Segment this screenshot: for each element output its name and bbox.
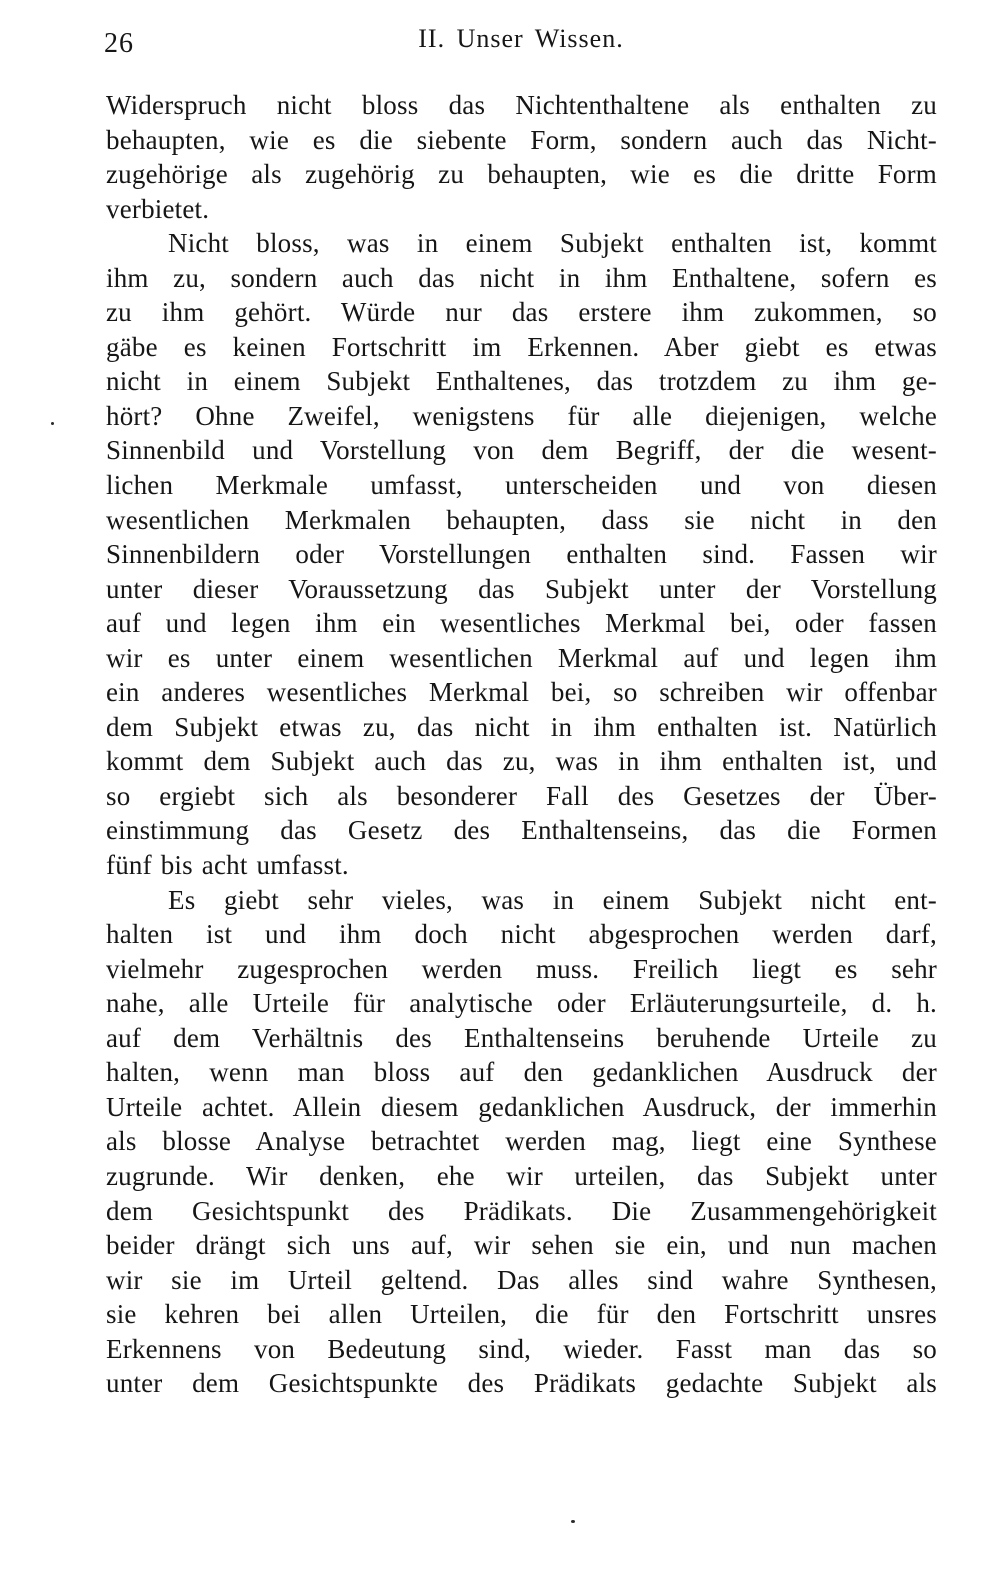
text-line: gäbe es keinen Fortschritt im Erkennen. Aber giebt es etwas — [106, 331, 937, 362]
text-line: Nicht bloss, was in einem Subjekt enthalten ist, kommt — [168, 228, 937, 259]
text-line: Widerspruch nicht bloss das Nichtenthaltene als enthalten zu — [106, 90, 937, 120]
text-line: verbietet. — [106, 193, 210, 224]
text-line: sie kehren bei allen Urteilen, die für den Fortschritt unsres — [106, 1299, 937, 1330]
text-line: hört? Ohne Zweifel, wenigstens für alle diejenigen, welche — [106, 400, 937, 431]
text-line: nahe, alle Urteile für analytische oder Erläuterungsurteile, d. h. — [106, 988, 937, 1019]
paragraph — [106, 226, 937, 882]
text-line: behaupten, wie es die siebente Form, sondern auch das Nicht- — [106, 124, 937, 155]
text-line: Urteile achtet. Allein diesem gedanklichen Ausdruck, der immerhin — [106, 1091, 937, 1122]
text-line: beider drängt sich uns auf, wir sehen sie ein, und nun machen — [106, 1230, 937, 1261]
text-line: kommt dem Subjekt auch das zu, was in ihm enthalten ist, und — [106, 746, 937, 777]
paragraph — [106, 883, 937, 1401]
scan-speck — [51, 422, 54, 425]
text-line: unter dieser Voraussetzung das Subjekt unter der Vorstellung — [106, 573, 937, 604]
text-line: unter dem Gesichtspunkte des Prädikats gedachte Subjekt als — [106, 1368, 937, 1399]
text-line: einstimmung das Gesetz des Enthaltenseins, das die Formen — [106, 815, 937, 846]
text-line: auf dem Verhältnis des Enthaltenseins beruhende Urteile zu — [106, 1022, 937, 1053]
text-line: dem Gesichtspunkt des Prädikats. Die Zusammengehörigkeit — [106, 1195, 937, 1226]
text-line: dem Subjekt etwas zu, das nicht in ihm enthalten ist. Natürlich — [106, 711, 937, 742]
text-line: wir sie im Urteil geltend. Das alles sind wahre Synthesen, — [106, 1264, 937, 1295]
text-line: Sinnenbild und Vorstellung von dem Begriff, der die wesent- — [106, 435, 937, 466]
text-line: lichen Merkmale umfasst, unterscheiden und von diesen — [106, 470, 937, 501]
text-line: nicht in einem Subjekt Enthaltenes, das trotzdem zu ihm ge- — [106, 366, 937, 397]
text-line: Es giebt sehr vieles, was in einem Subjekt nicht ent- — [168, 884, 937, 915]
text-line: Sinnenbildern oder Vorstellungen enthalten sind. Fassen wir — [106, 539, 937, 570]
text-line: ein anderes wesentliches Merkmal bei, so schreiben wir offenbar — [106, 677, 937, 708]
page-header — [104, 24, 938, 60]
text-line: so ergiebt sich als besonderer Fall des Gesetzes der Über- — [106, 780, 937, 811]
text-line: zugehörige als zugehörig zu behaupten, wie es die dritte Form — [106, 159, 937, 190]
text-line: als blosse Analyse betrachtet werden mag, liegt eine Synthese — [106, 1126, 937, 1157]
text-line: wesentlichen Merkmalen behaupten, dass sie nicht in den — [106, 504, 937, 535]
text-line: zu ihm gehört. Würde nur das erstere ihm zukommen, so — [106, 297, 937, 328]
text-line: Erkennens von Bedeutung sind, wieder. Fasst man das so — [106, 1333, 937, 1364]
paragraph — [106, 88, 937, 226]
text-line: zugrunde. Wir denken, ehe wir urteilen, das Subjekt unter — [106, 1160, 937, 1191]
text-line: vielmehr zugesprochen werden muss. Freilich liegt es sehr — [106, 953, 937, 984]
text-line: wir es unter einem wesentlichen Merkmal auf und legen ihm — [106, 642, 937, 673]
text-line: halten ist und ihm doch nicht abgesprochen werden darf, — [106, 919, 937, 950]
text-line: auf und legen ihm ein wesentliches Merkmal bei, oder fassen — [106, 608, 937, 639]
page-number: 26 — [104, 28, 134, 59]
text-line: halten, wenn man bloss auf den gedanklichen Ausdruck der — [106, 1057, 937, 1088]
text-line: ihm zu, sondern auch das nicht in ihm Enthaltene, sofern es — [106, 262, 937, 293]
text-line: fünf bis acht umfasst. — [106, 850, 349, 881]
scan-speck — [571, 1520, 575, 1523]
page-body — [106, 88, 937, 1401]
running-head: II. Unser Wissen. — [418, 24, 624, 53]
